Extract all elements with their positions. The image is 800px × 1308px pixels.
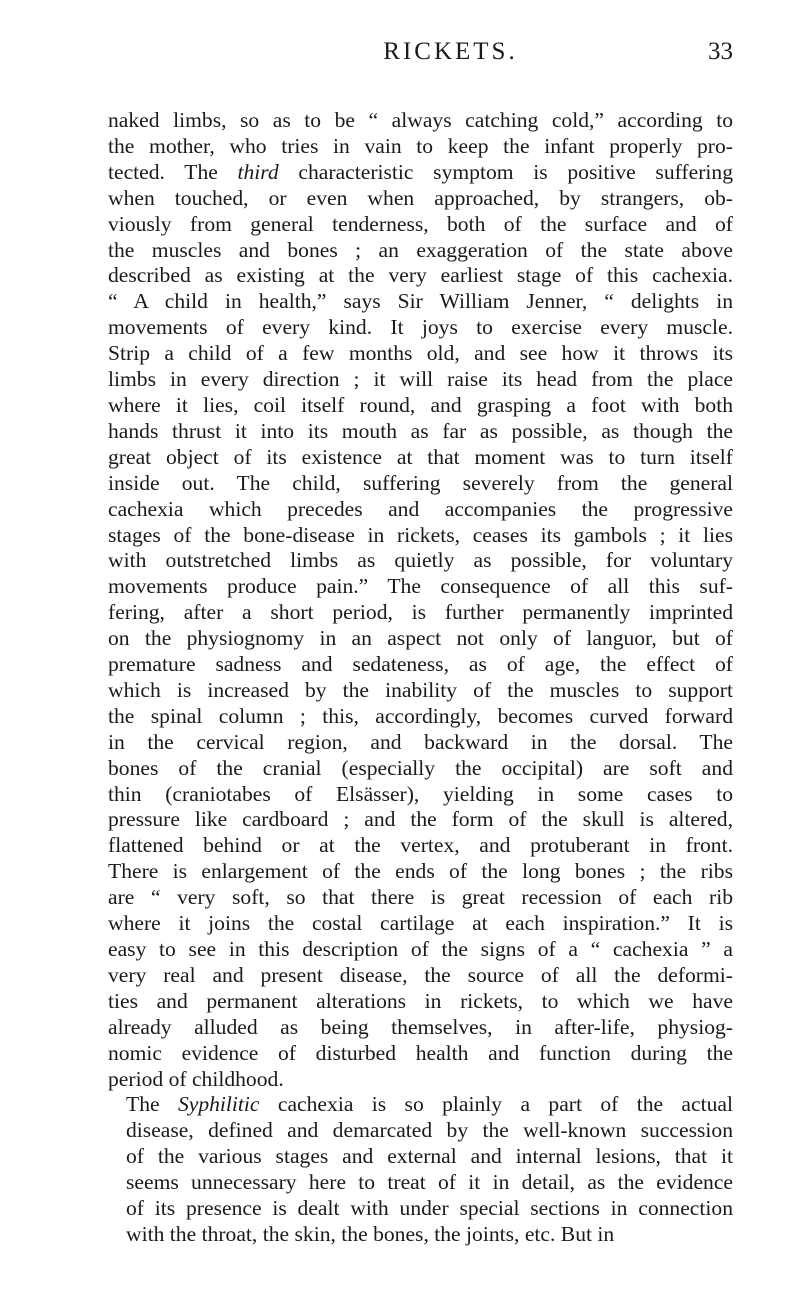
text-line: pressure like cardboard ; and the form of the skull is altered, bbox=[108, 807, 733, 832]
text-line bbox=[108, 1092, 733, 1118]
italic-term: Syphilitic bbox=[177, 1092, 260, 1117]
text-line: hands thrust it into its mouth as far as possible, as though the bbox=[108, 418, 733, 443]
text-line: disease, defined and demarcated by the well-known succession bbox=[126, 1118, 733, 1143]
text-line: limbs in every direction ; it will raise its head from the place bbox=[108, 367, 733, 392]
text-line: viously from general tenderness, both of the surface and of bbox=[108, 211, 733, 236]
page-header bbox=[108, 38, 733, 78]
text-line: movements produce pain.” The consequence of all this suf- bbox=[108, 574, 733, 599]
text-line: where it joins the costal cartilage at each inspiration.” It is bbox=[108, 911, 733, 936]
text-line: nomic evidence of disturbed health and function during the bbox=[108, 1040, 733, 1065]
body-text bbox=[108, 108, 733, 1248]
text-line: premature sadness and sedateness, as of age, the effect of bbox=[108, 652, 733, 677]
text-line bbox=[108, 160, 733, 186]
page-number: 33 bbox=[708, 38, 733, 65]
text-line: the muscles and bones ; an exaggeration of the state above bbox=[108, 237, 733, 262]
text-line: with outstretched limbs as quietly as possible, for voluntary bbox=[108, 548, 733, 573]
text-line: the spinal column ; this, accordingly, becomes curved forward bbox=[108, 703, 733, 728]
text-line: ties and permanent alterations in rickets, to which we have bbox=[108, 988, 733, 1013]
text-line: great object of its existence at that moment was to turn itself bbox=[108, 444, 733, 469]
text-line: fering, after a short period, is further permanently imprinted bbox=[108, 600, 733, 625]
text-line: described as existing at the very earliest stage of this cachexia. bbox=[108, 263, 733, 288]
text-line: flattened behind or at the vertex, and protuberant in front. bbox=[108, 833, 733, 858]
text-segment: The bbox=[126, 1092, 178, 1117]
text-line: with the throat, the skin, the bones, the joints, etc. But in bbox=[126, 1221, 615, 1246]
text-line: are “ very soft, so that there is great recession of each rib bbox=[108, 885, 733, 910]
text-line: on the physiognomy in an aspect not only of languor, but of bbox=[108, 626, 733, 651]
text-line: naked limbs, so as to be “ always catching cold,” according to bbox=[108, 108, 733, 132]
text-line: thin (craniotabes of Elsässer), yielding in some cases to bbox=[108, 781, 733, 806]
text-line: inside out. The child, suffering severely from the general bbox=[108, 470, 733, 495]
text-line: very real and present disease, the source of all the deformi- bbox=[108, 962, 733, 987]
running-head: RICKETS. bbox=[383, 38, 518, 65]
text-line: where it lies, coil itself round, and grasping a foot with both bbox=[108, 392, 733, 417]
text-line: easy to see in this description of the signs of a “ cachexia ” a bbox=[108, 937, 733, 961]
text-segment: cachexia is so plainly a part of the actual bbox=[259, 1092, 733, 1117]
text-line: which is increased by the inability of the muscles to support bbox=[108, 677, 733, 702]
text-line: “ A child in health,” says Sir William Jenner, “ delights in bbox=[108, 289, 733, 314]
text-line: stages of the bone-disease in rickets, ceases its gambols ; it lies bbox=[108, 522, 733, 547]
text-segment: tected. The bbox=[108, 159, 238, 184]
text-line: bones of the cranial (especially the occipital) are soft and bbox=[108, 755, 733, 780]
text-line: period of childhood. bbox=[108, 1066, 284, 1091]
text-segment: characteristic symptom is positive suffering bbox=[278, 159, 733, 184]
paragraph-1 bbox=[108, 108, 733, 1092]
text-line: Strip a child of a few months old, and see how it throws its bbox=[108, 341, 733, 366]
text-line: the mother, who tries in vain to keep the infant properly pro- bbox=[108, 133, 733, 158]
text-line: already alluded as being themselves, in after-life, physiog- bbox=[108, 1014, 733, 1039]
text-line: movements of every kind. It joys to exercise every muscle. bbox=[108, 315, 733, 340]
text-line: in the cervical region, and backward in the dorsal. The bbox=[108, 729, 733, 754]
text-line: cachexia which precedes and accompanies the progressive bbox=[108, 496, 733, 521]
italic-term: third bbox=[237, 159, 279, 184]
text-line: of its presence is dealt with under special sections in connection bbox=[126, 1196, 733, 1221]
text-line: of the various stages and external and internal lesions, that it bbox=[126, 1144, 733, 1169]
paragraph-2 bbox=[108, 1092, 733, 1247]
text-line: There is enlargement of the ends of the long bones ; the ribs bbox=[108, 859, 733, 884]
text-line: seems unnecessary here to treat of it in detail, as the evidence bbox=[126, 1170, 733, 1195]
text-line: when touched, or even when approached, by strangers, ob- bbox=[108, 185, 733, 210]
